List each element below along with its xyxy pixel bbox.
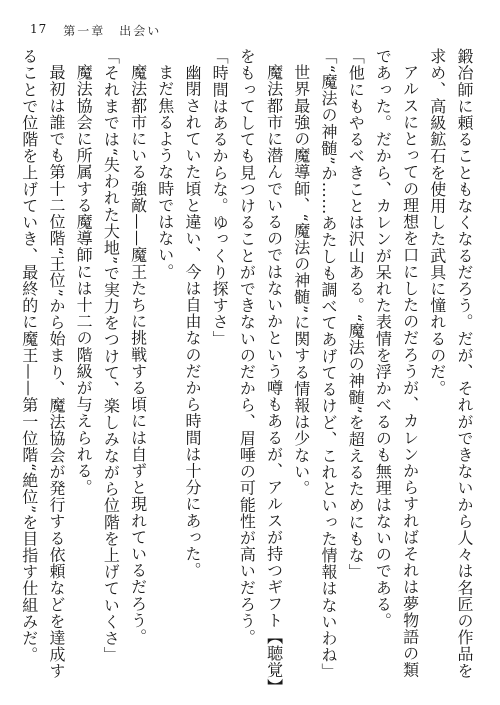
page-number: 17 [30, 22, 48, 36]
paragraph: まだ焦るような時ではない。 [155, 64, 175, 280]
paragraph: 魔法都市に潜んでいるのではないかという噂もあるが、アルスが持つギフト【聴覚】をもってしても見つけることができないのだから、眉唾の可能性が高いだろう。 [237, 48, 284, 687]
paragraph: 最初は誰でも第十二位階“王位”から始まり、魔法協会が発行する依頼などを達成することで位階を上げていき、最終的に魔王——第一位階“絶位”を目指す仕組みだ。 [20, 48, 66, 680]
paragraph: アルスにとっての理想を口にしたのだろうが、カレンからすればそれは夢物語の類であった。だから、カレンが呆れた表情を浮かべるのも無理はないのである。 [373, 48, 420, 679]
paragraph: 幽閉されていた頃と違い、今は自由なのだから時間は十分にあった。 [182, 64, 202, 579]
paragraph: 鍛冶師に頼ることもなくなるだろう。だが、それができないから人々は名匠の作品を求め、高級鉱石を使用した武具に憧れるのだ。 [427, 48, 474, 679]
paragraph: 魔法協会に所属する魔導師には十二の階級が与えられる。 [74, 64, 94, 496]
chapter-title: 第一章 出会い [63, 24, 162, 38]
page-header [30, 22, 161, 39]
vertical-body-text [20, 48, 478, 688]
dialogue-line: 「それまでは“失われた大地”で実力をつけて、楽しみながら位階を上げていくさ」 [101, 48, 121, 664]
dialogue-line: 「他にもやるべきことは沢山ある。“魔法の神髄”を超えるためにもな」 [346, 48, 366, 581]
paragraph: 世界最強の魔導師、“魔法の神髄”に関する情報は少ない。 [291, 64, 311, 497]
dialogue-line: 「“魔法の神髄”か……あたしも調べてあげてるけど、これといった情報はないわね」 [318, 48, 338, 680]
paragraph: 魔法都市にいる強敵——魔王たちに挑戦する頃には自ずと現れているだろう。 [128, 64, 148, 645]
dialogue-line: 「時間はあるからな。ゆっくり探すさ」 [210, 48, 230, 347]
